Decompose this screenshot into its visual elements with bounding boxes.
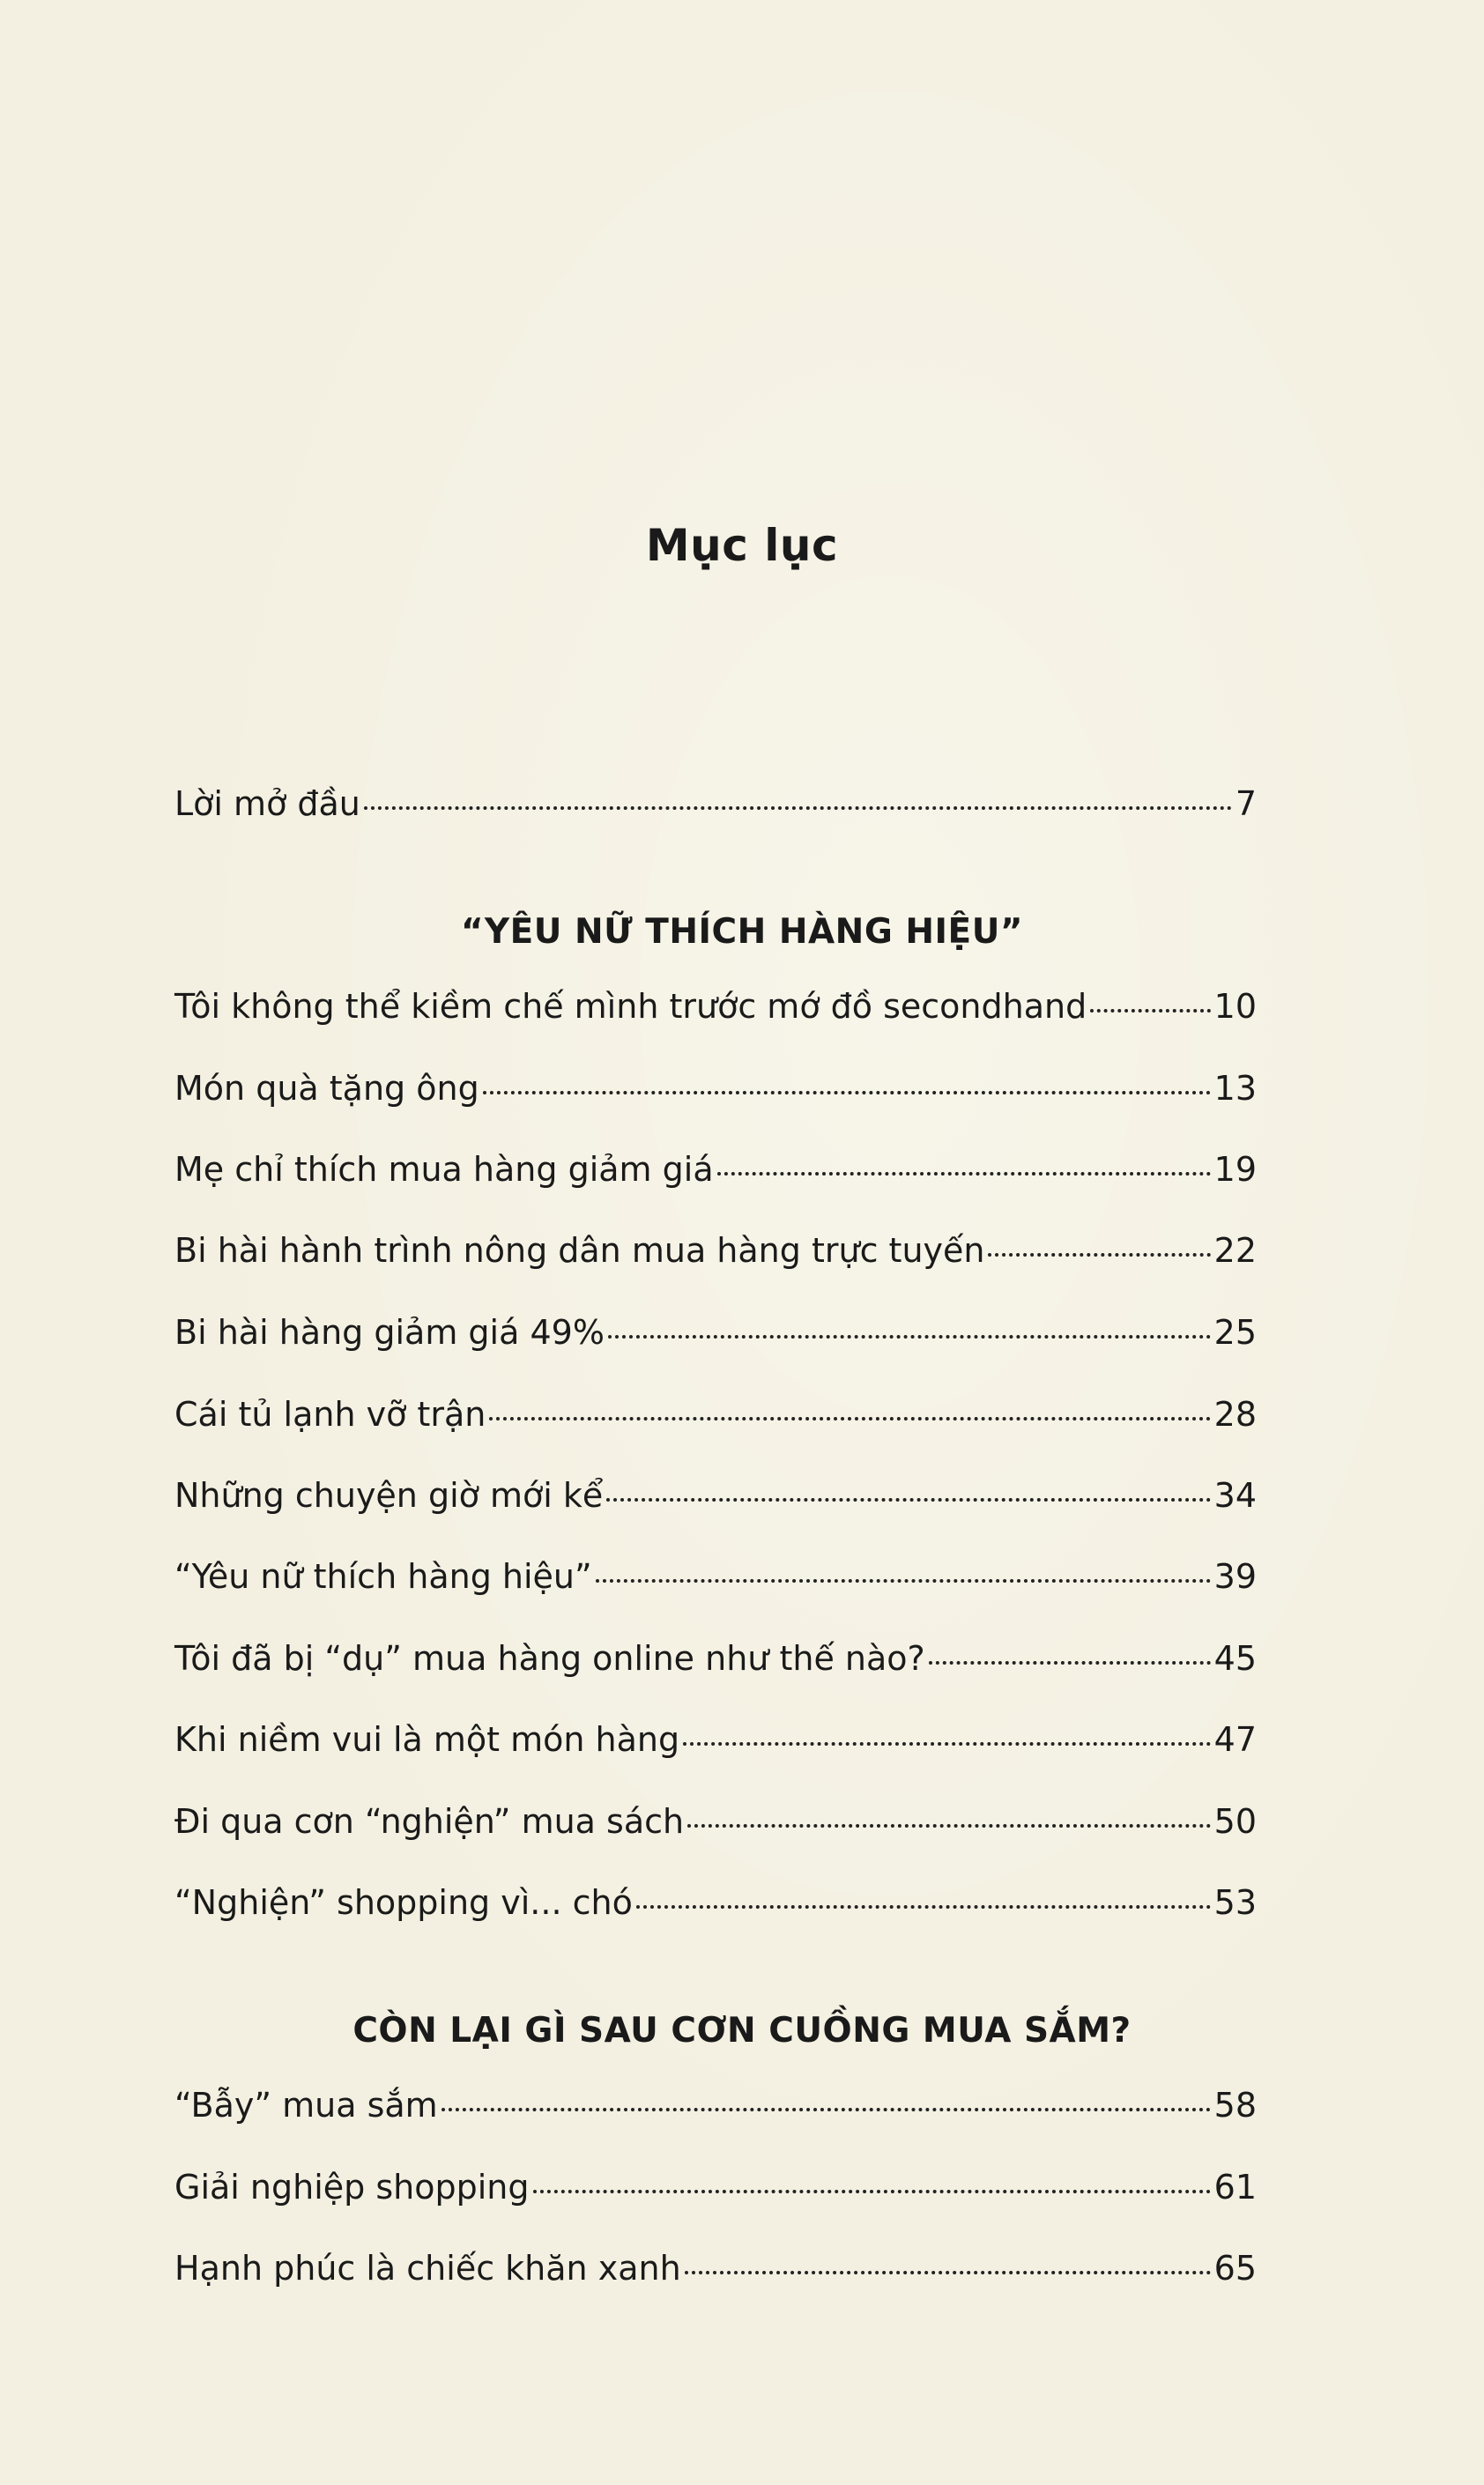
leader-dots bbox=[608, 1335, 1211, 1339]
toc-entry bbox=[174, 1716, 1257, 1763]
toc-entry-title: “Yêu nữ thích hàng hiệu” bbox=[174, 1557, 592, 1596]
leader-dots bbox=[717, 1172, 1211, 1176]
leader-dots bbox=[441, 2108, 1211, 2111]
leader-dots bbox=[364, 806, 1232, 810]
toc-entry-title: Bi hài hành trình nông dân mua hàng trực tuyến bbox=[174, 1231, 985, 1270]
toc-entry bbox=[174, 1635, 1257, 1682]
toc-entry bbox=[174, 1472, 1257, 1519]
toc-entry-page: 22 bbox=[1213, 1231, 1257, 1270]
toc-entry-page: 58 bbox=[1213, 2086, 1257, 2125]
leader-dots bbox=[606, 1498, 1210, 1502]
toc-entry-title: Giải nghiệp shopping bbox=[174, 2168, 530, 2207]
toc-entry-title: Bi hài hàng giảm giá 49% bbox=[174, 1313, 605, 1352]
page-title: Mục lục bbox=[645, 520, 839, 571]
toc-entry-title: Cái tủ lạnh vỡ trận bbox=[174, 1395, 486, 1434]
toc-entry bbox=[174, 1798, 1257, 1845]
leader-dots bbox=[687, 1824, 1211, 1828]
leader-dots bbox=[1090, 1009, 1210, 1013]
toc-entry-page: 47 bbox=[1213, 1720, 1257, 1759]
toc-entry-page: 25 bbox=[1213, 1313, 1257, 1352]
toc-entry-page: 34 bbox=[1213, 1476, 1257, 1515]
leader-dots bbox=[533, 2190, 1211, 2193]
toc-entry-title: Tôi không thể kiềm chế mình trước mớ đồ secondhand bbox=[174, 987, 1087, 1026]
toc-entry-page: 7 bbox=[1235, 784, 1257, 823]
toc-entry-title: “Nghiện” shopping vì... chó bbox=[174, 1883, 633, 1922]
toc-entry-page: 13 bbox=[1213, 1069, 1257, 1108]
toc-entry-intro bbox=[174, 780, 1257, 827]
toc-entry-page: 61 bbox=[1213, 2168, 1257, 2207]
toc-entry-title: Hạnh phúc là chiếc khăn xanh bbox=[174, 2249, 681, 2288]
toc-entry-page: 65 bbox=[1213, 2249, 1257, 2288]
toc-entry-title: Mẹ chỉ thích mua hàng giảm giá bbox=[174, 1150, 714, 1189]
toc-entry bbox=[174, 1879, 1257, 1926]
toc-entry-title: “Bẫy” mua sắm bbox=[174, 2086, 438, 2125]
toc-entry bbox=[174, 1146, 1257, 1193]
toc-entry bbox=[174, 1227, 1257, 1274]
toc-entry-title: Những chuyện giờ mới kể bbox=[174, 1476, 604, 1515]
leader-dots bbox=[988, 1253, 1210, 1257]
leader-dots bbox=[596, 1579, 1211, 1583]
toc-entry-title: Món quà tặng ông bbox=[174, 1069, 479, 1108]
toc-entry-page: 45 bbox=[1213, 1639, 1257, 1678]
toc-entry bbox=[174, 1064, 1257, 1112]
toc-entry-title: Tôi đã bị “dụ” mua hàng online như thế nào? bbox=[174, 1639, 925, 1678]
toc-entry-page: 10 bbox=[1213, 987, 1257, 1026]
toc-entry-page: 19 bbox=[1213, 1150, 1257, 1189]
toc-entry-title: Đi qua cơn “nghiện” mua sách bbox=[174, 1802, 685, 1841]
toc-entry bbox=[174, 2244, 1257, 2292]
leader-dots bbox=[489, 1417, 1210, 1421]
toc-entry bbox=[174, 1553, 1257, 1600]
toc-entry-title: Khi niềm vui là một món hàng bbox=[174, 1720, 680, 1759]
toc-entry-page: 53 bbox=[1213, 1883, 1257, 1922]
leader-dots bbox=[636, 1905, 1211, 1909]
toc-entry-page: 28 bbox=[1213, 1395, 1257, 1434]
toc-entry bbox=[174, 1309, 1257, 1356]
section-heading: CÒN LẠI GÌ SAU CƠN CUỒNG MUA SẮM? bbox=[352, 2011, 1132, 2051]
toc-entry-page: 39 bbox=[1213, 1557, 1257, 1596]
toc-entry-title: Lời mở đầu bbox=[174, 784, 360, 823]
section-heading: “YÊU NỮ THÍCH HÀNG HIỆU” bbox=[460, 912, 1024, 952]
leader-dots bbox=[483, 1091, 1211, 1094]
toc-entry bbox=[174, 2163, 1257, 2211]
leader-dots bbox=[685, 2271, 1211, 2274]
toc-entry-page: 50 bbox=[1213, 1802, 1257, 1841]
toc-entry bbox=[174, 2081, 1257, 2129]
leader-dots bbox=[683, 1742, 1211, 1746]
leader-dots bbox=[929, 1661, 1211, 1665]
toc-entry bbox=[174, 1391, 1257, 1438]
toc-entry bbox=[174, 983, 1257, 1030]
